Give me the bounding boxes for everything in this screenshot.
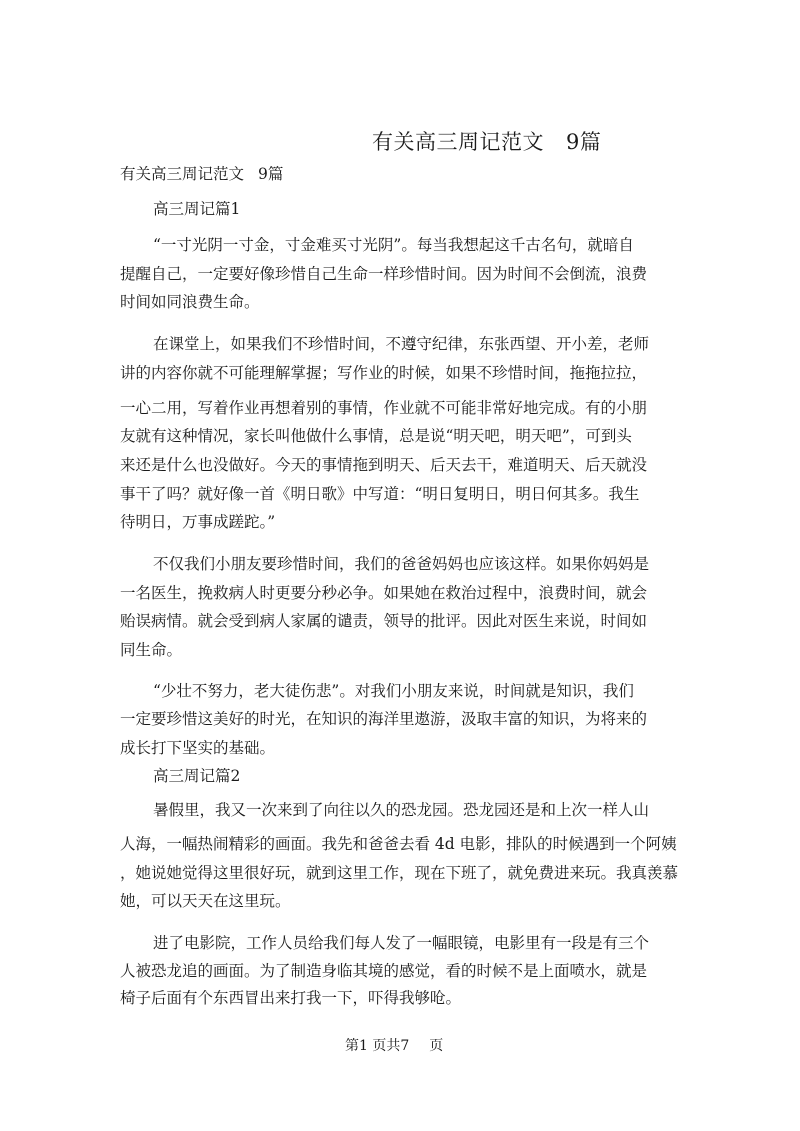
- paragraph-line: 讲的内容你就不可能理解掌握；写作业的时候，如果不珍惜时间，拖拖拉拉，: [120, 364, 648, 382]
- document-subtitle: [120, 164, 283, 184]
- subtitle-count: 9篇: [258, 165, 284, 183]
- section-heading-1: 高三周记篇1: [153, 200, 241, 218]
- paragraph-line: 一心二用，写着作业再想着别的事情，作业就不可能非常好地完成。有的小朋: [120, 399, 648, 417]
- paragraph-line: 来还是什么也没做好。今天的事情拖到明天、后天去干，难道明天、后天就没: [120, 456, 648, 474]
- paragraph-line: 进了电影院，工作人员给我们每人发了一幅眼镜，电影里有一段是有三个: [153, 934, 650, 952]
- paragraph-line: 她，可以天天在这里玩。: [120, 892, 291, 910]
- paragraph-line: 人海，一幅热闹精彩的画面。我先和爸爸去看 4d 电影，排队的时候遇到一个阿姨: [120, 835, 677, 853]
- paragraph-line: 时间如同浪费生命。: [120, 293, 260, 311]
- paragraph-line: 一名医生，挽救病人时更要分秒必争。如果她在救治过程中，浪费时间，就会: [120, 584, 648, 602]
- paragraph-line: 成长打下坚实的基础。: [120, 739, 276, 757]
- paragraph-line: 友就有这种情况，家长叫他做什么事情，总是说“明天吧，明天吧”，可到头: [120, 427, 632, 445]
- paragraph-line: 人被恐龙追的画面。为了制造身临其境的感觉，看的时候不是上面喷水，就是: [120, 962, 648, 980]
- paragraph-line: 待明日，万事成蹉跎。”: [120, 513, 276, 531]
- paragraph-line: ，她说她觉得这里很好玩，就到这里工作，现在下班了，就免费进来玩。我真羡慕: [120, 864, 679, 882]
- title-count: 9篇: [566, 130, 602, 154]
- paragraph-line: 贻误病情。就会受到病人家属的谴责，领导的批评。因此对医生来说，时间如: [120, 612, 648, 630]
- paragraph-line: 一定要珍惜这美好的时光，在知识的海洋里遨游，汲取丰富的知识，为将来的: [120, 710, 648, 728]
- paragraph-line: 在课堂上，如果我们不珍惜时间，不遵守纪律，东张西望、开小差，老师: [153, 335, 650, 353]
- paragraph-line: 提醒自己，一定要好像珍惜自己生命一样珍惜时间。因为时间不会倒流，浪费: [120, 265, 648, 283]
- title-text: 有关高三周记范文: [372, 130, 544, 154]
- page-footer: [345, 1035, 443, 1055]
- paragraph-line: 暑假里，我又一次来到了向往以久的恐龙园。恐龙园还是和上次一样人山: [153, 801, 650, 819]
- paragraph-line: “少壮不努力，老大徒伤悲”。对我们小朋友来说，时间就是知识，我们: [153, 682, 634, 700]
- paragraph-line: 事干了吗？就好像一首《明日歌》中写道：“明日复明日，明日何其多。我生: [120, 485, 640, 503]
- section-heading-2: 高三周记篇2: [153, 767, 241, 785]
- document-title: [372, 126, 601, 156]
- page-number: 第1 页共7: [345, 1038, 410, 1054]
- paragraph-line: “一寸光阴一寸金，寸金难买寸光阴”。每当我想起这千古名句，就暗自: [153, 236, 634, 254]
- paragraph-line: 不仅我们小朋友要珍惜时间，我们的爸爸妈妈也应该这样。如果你妈妈是: [153, 555, 650, 573]
- paragraph-line: 同生命。: [120, 641, 183, 659]
- paragraph-line: 椅子后面有个东西冒出来打我一下，吓得我够呛。: [120, 989, 462, 1007]
- page-unit: 页: [429, 1038, 444, 1054]
- subtitle-text: 有关高三周记范文: [120, 165, 245, 183]
